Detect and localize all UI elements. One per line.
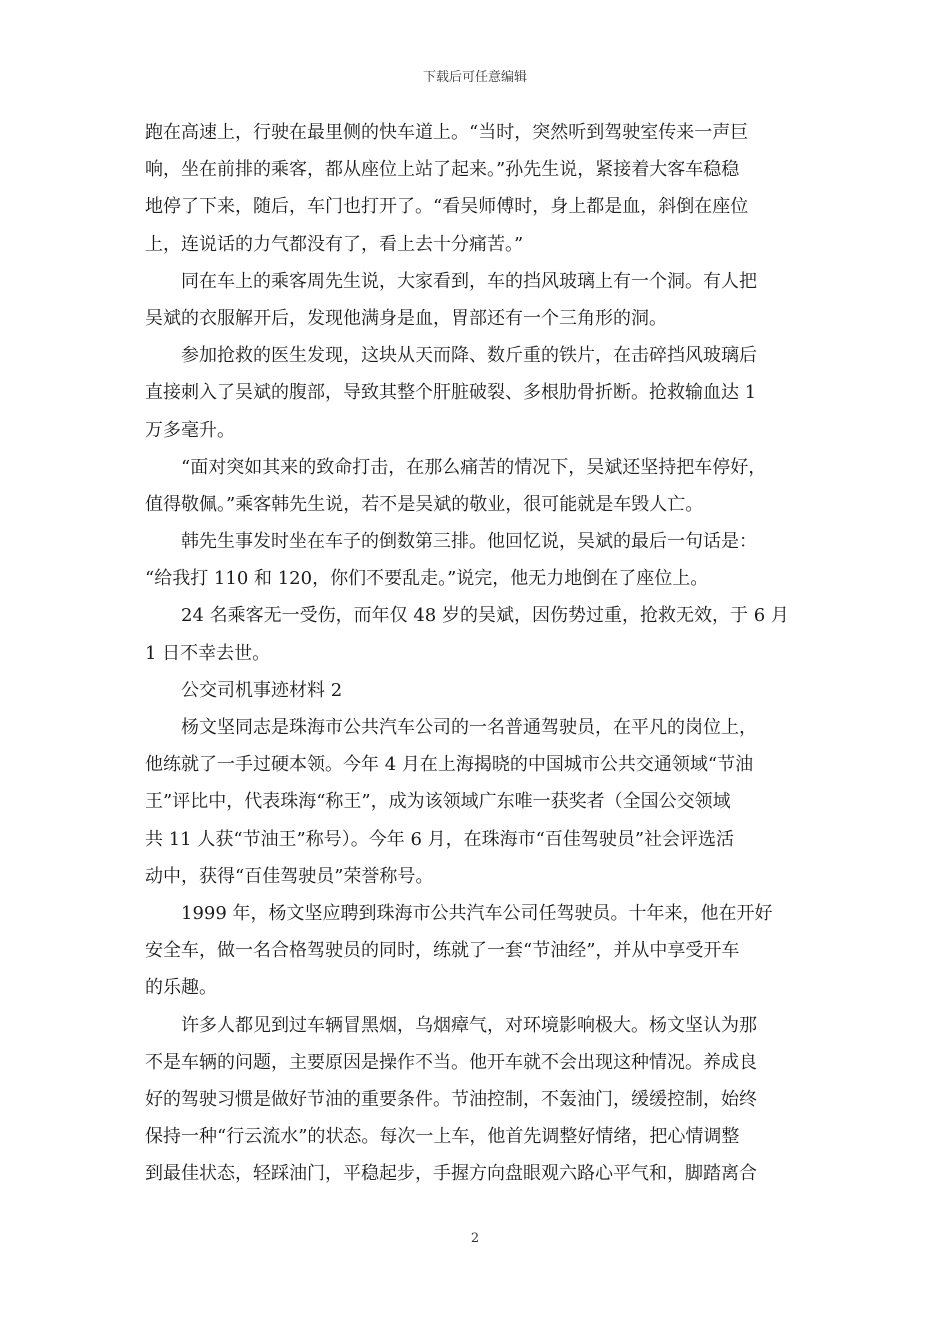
text-line: “面对突如其来的致命打击，在那么痛苦的情况下，吴斌还坚持把车停好，	[181, 456, 767, 478]
text-line: 1999 年，杨文坚应聘到珠海市公共汽车公司任驾驶员。十年来，他在开好	[181, 902, 773, 924]
text-line: 响，坐在前排的乘客，都从座位上站了起来。”孙先生说，紧接着大客车稳稳	[145, 159, 740, 181]
page-number: 2	[470, 1231, 480, 1246]
text-line: 韩先生事发时坐在车子的倒数第三排。他回忆说，吴斌的最后一句话是：	[181, 531, 757, 553]
text-line: 王”评比中，代表珠海“称王”，成为该领域广东唯一获奖者（全国公交领域	[145, 791, 731, 813]
text-line: 24 名乘客无一受伤，而年仅 48 岁的吴斌，因伤势过重，抢救无效，于 6 月	[181, 605, 789, 627]
text-line: 许多人都见到过车辆冒黑烟，乌烟瘴气，对环境影响极大。杨文坚认为那	[181, 1014, 757, 1036]
section-heading: 公交司机事迹材料 2	[181, 679, 343, 701]
text-line: 好的驾驶习惯是做好节油的重要条件。节油控制，不轰油门，缓缓控制，始终	[145, 1088, 757, 1110]
text-line: 他练就了一手过硬本领。今年 4 月在上海揭晓的中国城市公共交通领域“节油	[145, 754, 754, 776]
text-line: 安全车，做一名合格驾驶员的同时，练就了一套“节油经”，并从中享受开车	[145, 940, 740, 962]
text-line: 1 日不幸去世。	[145, 642, 271, 664]
text-line: 保持一种“行云流水”的状态。每次一上车，他首先调整好情绪，把心情调整	[145, 1126, 740, 1148]
text-line: 杨文坚同志是珠海市公共汽车公司的一名普通驾驶员，在平凡的岗位上，	[181, 717, 757, 738]
text-line: “给我打 110 和 120，你们不要乱走。”说完，他无力地倒在了座位上。	[145, 568, 709, 590]
text-line: 万多毫升。	[145, 419, 235, 441]
text-line: 上，连说话的力气都没有了，看上去十分痛苦。”	[145, 233, 524, 255]
document-body	[145, 114, 807, 1192]
text-line: 直接刺入了吴斌的腹部，导致其整个肝脏破裂、多根肋骨折断。抢救输血达 1	[145, 382, 757, 404]
text-line: 值得敬佩。”乘客韩先生说，若不是吴斌的敬业，很可能就是车毁人亡。	[145, 493, 704, 515]
text-line: 的乐趣。	[145, 977, 217, 999]
page-header: 下载后可任意编辑	[422, 70, 527, 85]
text-line: 地停了下来，随后，车门也打开了。“看吴师傅时，身上都是血，斜倒在座位	[145, 196, 749, 218]
text-line: 参加抢救的医生发现，这块从天而降、数斤重的铁片，在击碎挡风玻璃后	[181, 345, 757, 367]
text-line: 共 11 人获“节油王”称号）。今年 6 月，在珠海市“百佳驾驶员”社会评选活	[145, 828, 735, 850]
text-line: 吴斌的衣服解开后，发现他满身是血，胃部还有一个三角形的洞。	[145, 307, 667, 329]
text-line: 动中，获得“百佳驾驶员”荣誉称号。	[145, 865, 434, 887]
text-line: 不是车辆的问题，主要原因是操作不当。他开车就不会出现这种情况。养成良	[145, 1051, 757, 1073]
text-line: 跑在高速上，行驶在最里侧的快车道上。“当时，突然听到驾驶室传来一声巨	[145, 122, 749, 143]
text-line: 同在车上的乘客周先生说，大家看到，车的挡风玻璃上有一个洞。有人把	[181, 270, 757, 292]
text-line: 到最佳状态，轻踩油门，平稳起步，手握方向盘眼观六路心平气和，脚踏离合	[145, 1163, 757, 1185]
